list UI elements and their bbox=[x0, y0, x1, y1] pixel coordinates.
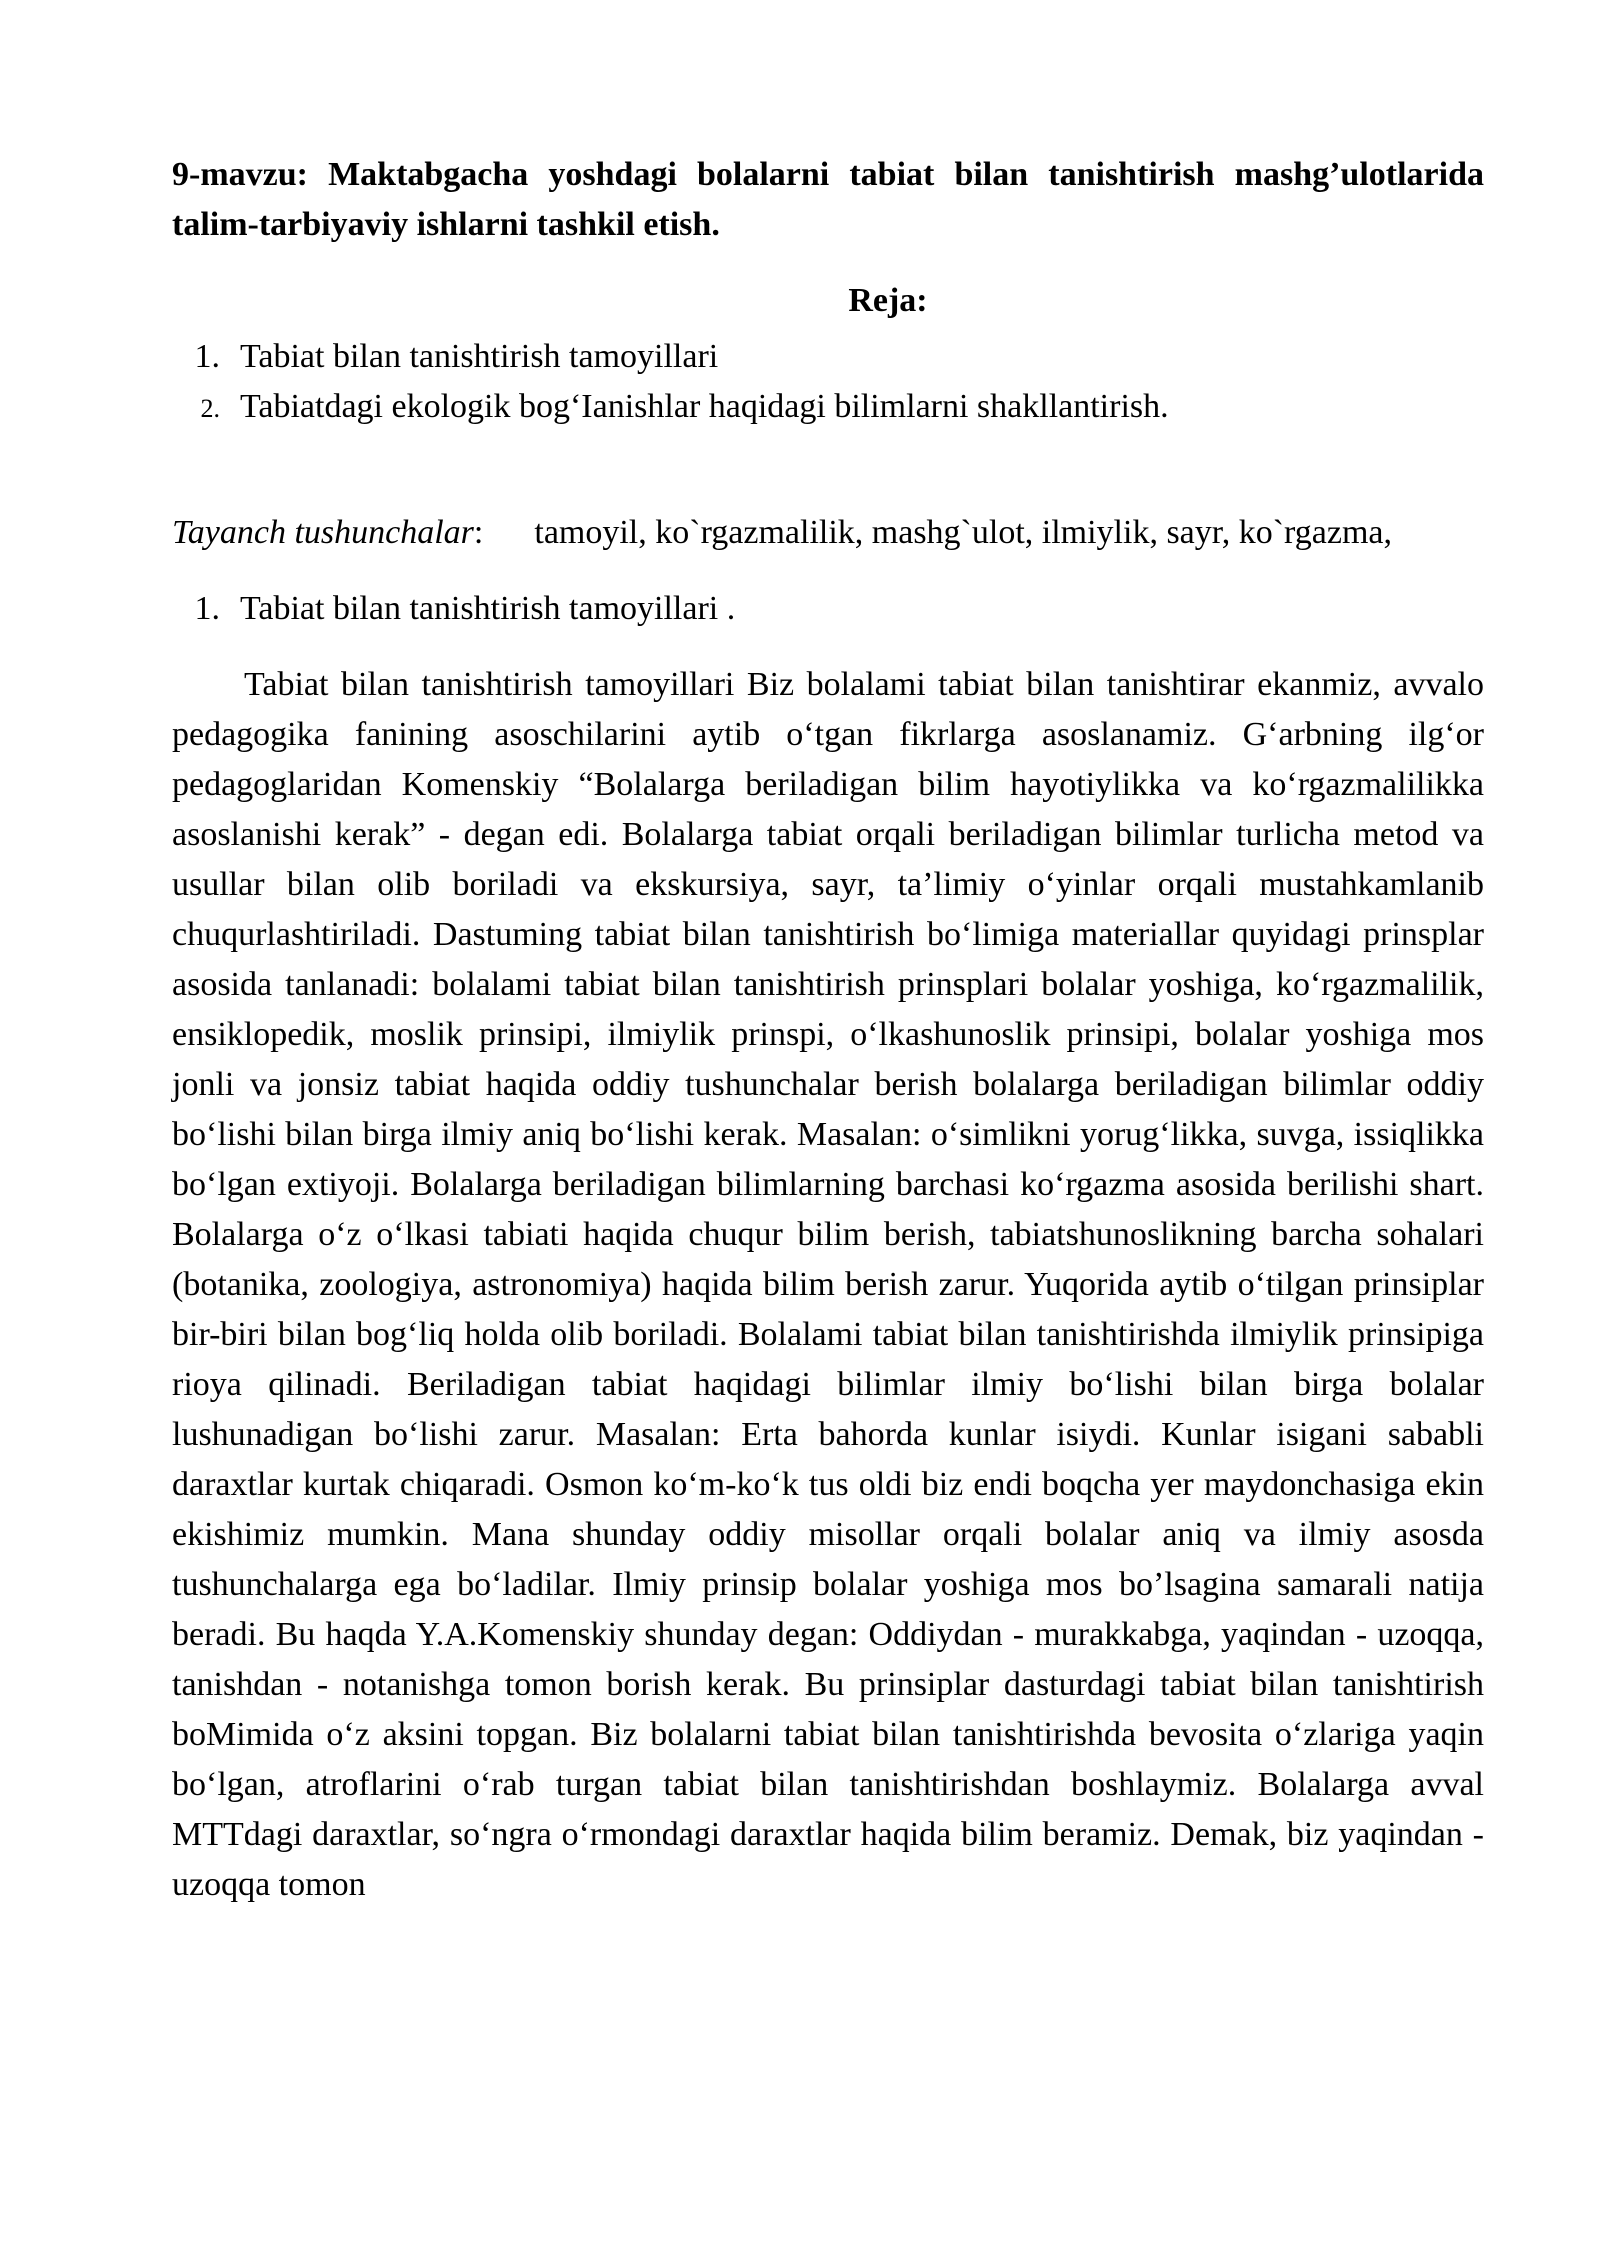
plan-item-text: Tabiatdagi ekologik bog‘Ianishlar haqidagi bilimlarni shakllantirish. bbox=[240, 388, 1169, 425]
plan-item bbox=[172, 382, 1484, 434]
plan-heading: Reja: bbox=[848, 282, 928, 319]
plan-item-number: 1. bbox=[194, 338, 220, 375]
section-title: Tabiat bilan tanishtirish tamoyillari . bbox=[240, 590, 736, 627]
key-concepts-text: tamoyil, ko`rgazmalilik, mashg`ulot, ilmiylik, sayr, ko`rgazma, bbox=[534, 514, 1392, 551]
section-list bbox=[172, 584, 1484, 634]
key-concepts-colon: : bbox=[473, 514, 484, 551]
document-page bbox=[172, 150, 1484, 1910]
section-heading bbox=[172, 584, 1484, 634]
key-concepts-label: Tayanch tushunchalar bbox=[172, 514, 474, 551]
section-number: 1. bbox=[194, 590, 220, 627]
body-paragraph: Tabiat bilan tanishtirish tamoyillari Biz bolalami tabiat bilan tanishtirar ekanmiz, avvalo pedagogika fanining asoschilarini aytib o‘tgan fikrlarga asoslanamiz. G‘arbning ilg‘or pedagoglaridan Komenskiy “Bolalarga beriladigan bilim hayotiylikka va ko‘rgazmalilikka asoslanishi kerak” - degan edi. Bolalarga tabiat orqali beriladigan bilimlar turlicha metod va usullar bilan olib boriladi va ekskursiya, sayr, ta’limiy o‘yinlar orqali mustahkamlanib chuqurlashtiriladi. Dastuming tabiat bilan tanishtirish bo‘limiga materiallar quyidagi prinsplar asosida tanlanadi: bolalami tabiat bilan tanishtirish prinsplari bolalar yoshiga, ko‘rgazmalilik, ensiklopedik, moslik prinsipi, ilmiylik prinspi, o‘lkashunoslik prinsipi, bolalar yoshiga mos jonli va jonsiz tabiat haqida oddiy tushunchalar berish bolalarga beriladigan bilimlar oddiy bo‘lishi bilan birga ilmiy aniq bo‘lishi kerak. Masalan: o‘simlikni yorug‘likka, suvga, issiqlikka bo‘lgan extiyoji. Bolalarga beriladigan bilimlarning barchasi ko‘rgazma asosida berilishi shart. Bolalarga o‘z o‘lkasi tabiati haqida chuqur bilim berish, tabiatshunoslikning barcha sohalari (botanika, zoologiya, astronomiya) haqida bilim berish zarur. Yuqorida aytib o‘tilgan prinsiplar bir-biri bilan bog‘liq holda olib boriladi. Bolalami tabiat bilan tanishtirishda ilmiylik prinsipiga rioya qilinadi. Beriladigan tabiat haqidagi bilimlar ilmiy bo‘lishi bilan birga bolalar lushunadigan bo‘lishi zarur. Masalan: Erta bahorda kunlar isiydi. Kunlar isigani sababli daraxtlar kurtak chiqaradi. Osmon ko‘m-ko‘k tus oldi biz endi boqcha yer maydonchasiga ekin ekishimiz mumkin. Mana shunday oddiy misollar orqali bolalar aniq va ilmiy asosda tushunchalarga ega bo‘ladilar. Ilmiy prinsip bolalar yoshiga mos bo’lsagina samarali natija beradi. Bu haqda Y.A.Komenskiy shunday degan: Oddiydan - murakkabga, yaqindan - uzoqqa, tanishdan - notanishga tomon borish kerak. Bu prinsiplar dasturdagi tabiat bilan tanishtirish boMimida o‘z aksini topgan. Biz bolalarni tabiat bilan tanishtirishda bevosita o‘zlariga yaqin bo‘lgan, atroflarini o‘rab turgan tabiat bilan tanishtirishdan boshlaymiz. Bolalarga avval MTTdagi daraxtlar, so‘ngra o‘rmondagi daraxtlar haqida bilim beramiz. Demak, biz yaqindan - uzoqqa tomon bbox=[172, 666, 1484, 1903]
key-concepts bbox=[172, 508, 1484, 558]
plan-item-text: Tabiat bilan tanishtirish tamoyillari bbox=[240, 338, 719, 375]
plan-item-number: 2. bbox=[200, 394, 220, 423]
document-title: 9-mavzu: Maktabgacha yoshdagi bolalarni tabiat bilan tanishtirish mashg’ulotlarida talim-tarbiyaviy ishlarni tashkil etish. bbox=[172, 156, 1484, 243]
plan-list bbox=[172, 332, 1484, 434]
plan-item bbox=[172, 332, 1484, 382]
